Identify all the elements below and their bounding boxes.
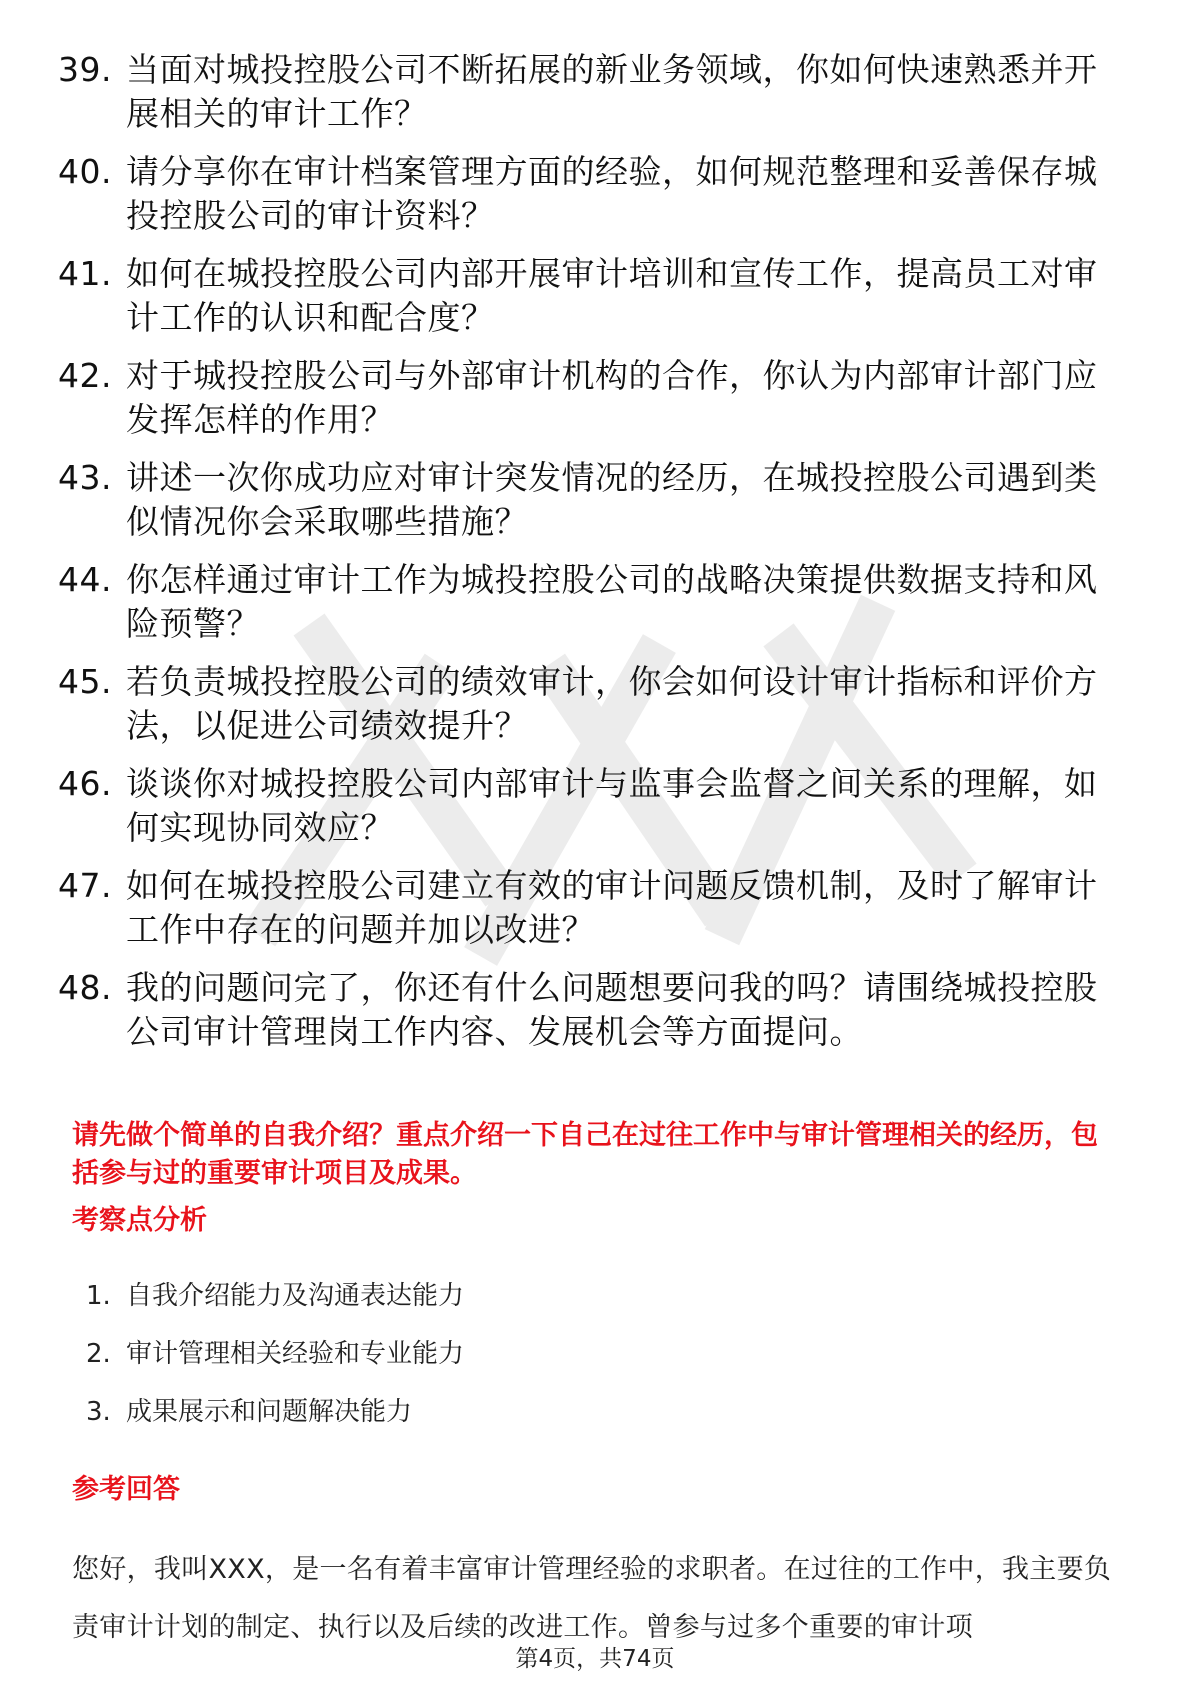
analysis-text: 审计管理相关经验和专业能力 [126, 1339, 465, 1369]
question-text: 讲述一次你成功应对审计突发情况的经历，在城投控股公司遇到类似情况你会采取哪些措施？ [126, 458, 1098, 541]
question-number: 43. [58, 458, 112, 497]
question-text: 请分享你在审计档案管理方面的经验，如何规范整理和妥善保存城投控股公司的审计资料？ [126, 152, 1098, 235]
question-text: 对于城投控股公司与外部审计机构的合作，你认为内部审计部门应发挥怎样的作用？ [126, 356, 1098, 439]
question-number: 39. [58, 50, 112, 89]
question-text: 谈谈你对城投控股公司内部审计与监事会监督之间关系的理解，如何实现协同效应？ [126, 764, 1098, 847]
answer-heading: 参考回答 [72, 1474, 180, 1505]
question-number: 46. [58, 764, 112, 803]
analysis-text: 成果展示和问题解决能力 [126, 1397, 413, 1427]
question-number: 45. [58, 662, 112, 701]
question-text: 当面对城投控股公司不断拓展的新业务领域，你如何快速熟悉并开展相关的审计工作？ [126, 50, 1098, 133]
question-list [58, 48, 1118, 1068]
question-text: 我的问题问完了，你还有什么问题想要问我的吗？请围绕城投控股公司审计管理岗工作内容、发展机会等方面提问。 [126, 968, 1098, 1051]
question-number: 40. [58, 152, 112, 191]
page-footer: 第4页，共74页 [515, 1646, 675, 1672]
question-item [58, 660, 1118, 748]
analysis-item [86, 1278, 986, 1336]
answer-paragraph: 您好，我叫XXX，是一名有着丰富审计管理经验的求职者。在过往的工作中，我主要负责审计计划的制定、执行以及后续的改进工作。曾参与过多个重要的审计项 [72, 1554, 1112, 1643]
analysis-number: 3. [86, 1397, 111, 1427]
analysis-number: 1. [86, 1281, 111, 1311]
analysis-item [86, 1394, 986, 1452]
question-number: 47. [58, 866, 112, 905]
question-text: 如何在城投控股公司内部开展审计培训和宣传工作，提高员工对审计工作的认识和配合度？ [126, 254, 1098, 337]
question-item [58, 864, 1118, 952]
question-item [58, 762, 1118, 850]
analysis-list [86, 1278, 986, 1452]
question-item [58, 252, 1118, 340]
question-number: 42. [58, 356, 112, 395]
analysis-number: 2. [86, 1339, 111, 1369]
question-item [58, 48, 1118, 136]
question-item [58, 558, 1118, 646]
analysis-heading: 考察点分析 [72, 1205, 207, 1236]
analysis-text: 自我介绍能力及沟通表达能力 [126, 1281, 465, 1311]
question-item [58, 966, 1118, 1054]
question-number: 44. [58, 560, 112, 599]
question-item [58, 456, 1118, 544]
question-item [58, 150, 1118, 238]
question-item [58, 354, 1118, 442]
question-text: 若负责城投控股公司的绩效审计，你会如何设计审计指标和评价方法，以促进公司绩效提升？ [126, 662, 1098, 745]
question-number: 41. [58, 254, 112, 293]
question-text: 如何在城投控股公司建立有效的审计问题反馈机制，及时了解审计工作中存在的问题并加以改进？ [126, 866, 1098, 949]
question-number: 48. [58, 968, 112, 1007]
analysis-item [86, 1336, 986, 1394]
interview-prompt: 请先做个简单的自我介绍？重点介绍一下自己在过往工作中与审计管理相关的经历，包括参与过的重要审计项目及成果。 [72, 1120, 1098, 1189]
question-text: 你怎样通过审计工作为城投控股公司的战略决策提供数据支持和风险预警？ [126, 560, 1098, 643]
